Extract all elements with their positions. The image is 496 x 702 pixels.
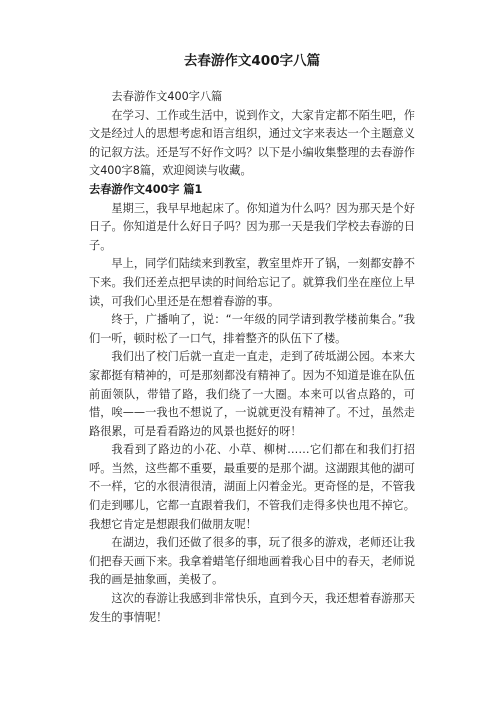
document-title: 去春游作文400字八篇 bbox=[183, 53, 321, 69]
body-paragraph: 这次的春游让我感到非常快乐，直到今天，我还想着春游那天发生的事情呢！ bbox=[89, 592, 415, 624]
intro-paragraph: 在学习、工作或生活中，说到作文，大家肯定都不陌生吧，作文是经过人的思想考虑和语言组织，通过文字来表达一个主题意义的记叙方法。还是写不好作文吗？以下是小编收集整理的去春游作文400字8篇，欢迎阅读与收藏。 bbox=[89, 108, 415, 178]
body-paragraph: 星期三，我早早地起床了。你知道为什么吗？因为那天是个好日子。你知道是什么好日子吗？因为那一天是我们学校去春游的日子。 bbox=[89, 201, 415, 252]
body-paragraph: 在湖边，我们还做了很多的事，玩了很多的游戏，老师还让我们把春天画下来。我拿着蜡笔仔细地画着我心目中的春天，老师说我的画是抽象画，美极了。 bbox=[89, 536, 415, 587]
document-subtitle: 去春游作文400字八篇 bbox=[111, 90, 223, 103]
body-paragraph: 我看到了路边的小花、小草、柳树……它们都在和我们打招呼。当然，这些都不重要，最重要的是那个湖。这湖跟其他的湖可不一样，它的水很清很清，湖面上闪着金光。更奇怪的是，不管我们走到哪儿，它都一直跟着我们，不管我们走得多快也甩不掉它。我想它肯定是想跟我们做朋友呢！ bbox=[89, 443, 415, 531]
body-paragraph: 早上，同学们陆续来到教室，教室里炸开了锅，一刻都安静不下来。我们还差点把早读的时间给忘记了。就算我们坐在座位上早读，可我们心里还是在想着春游的事。 bbox=[89, 257, 415, 308]
body-paragraph: 我们出了校门后就一直走一直走，走到了砖坻湖公园。本来大家都挺有精神的，可是那刻都没有精神了。因为不知道是谁在队伍前面领队，带错了路，我们绕了一大圈。本来可以省点路的，可惜，唉——一我也不想说了，一说就更没有精神了。不过，虽然走路很累，可是看看路边的风景也挺好的呀！ bbox=[89, 350, 415, 438]
section-heading: 去春游作文400字 篇1 bbox=[89, 182, 203, 196]
body-paragraph: 终于，广播响了，说：“一年级的同学请到教学楼前集合。”我们一听，顿时松了一口气，排着整齐的队伍下了楼。 bbox=[89, 313, 415, 345]
